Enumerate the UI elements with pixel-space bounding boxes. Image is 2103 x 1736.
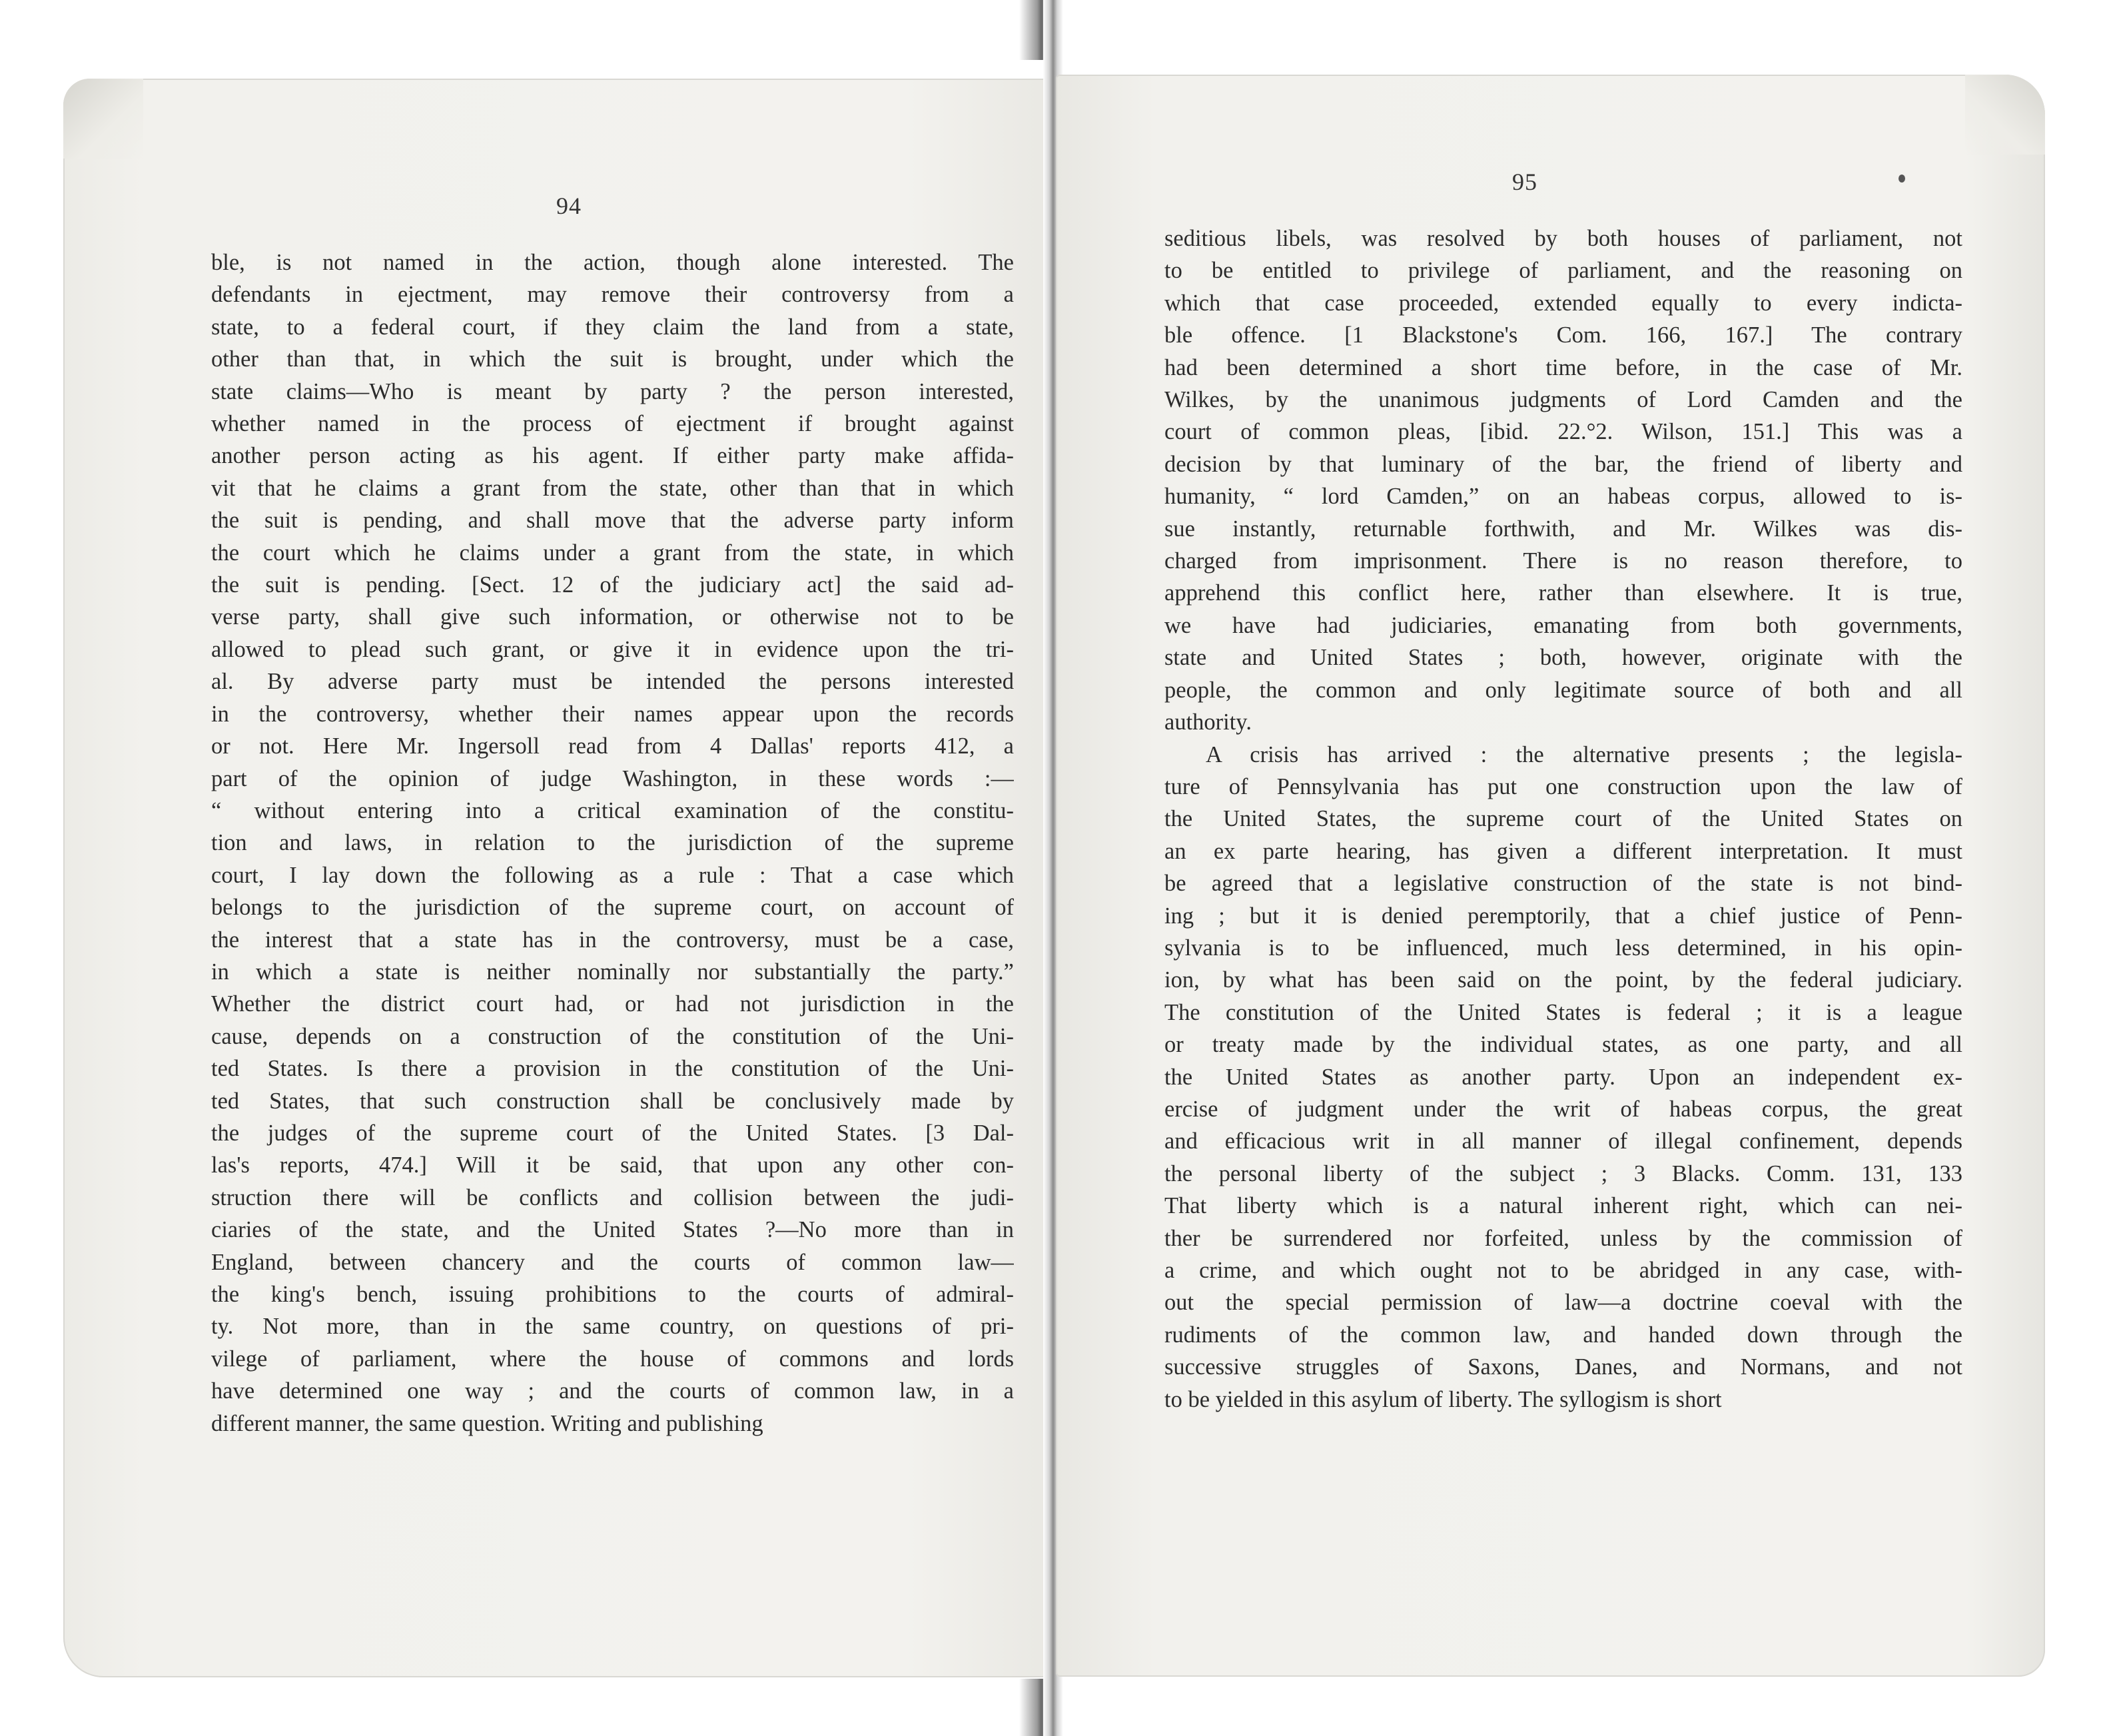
text-line: ture of Pennsylvania has put one construction upon the law of: [1164, 773, 1962, 799]
text-line: apprehend this conflict here, rather than elsewhere. It is true,: [1164, 580, 1962, 606]
text-line: allowed to plead such grant, or give it in evidence upon the tri-: [211, 636, 1014, 662]
text-line: England, between chancery and the courts of common law—: [211, 1249, 1014, 1275]
text-line: we have had judiciaries, emanating from both governments,: [1164, 612, 1962, 638]
text-line: the interest that a state has in the controversy, must be a case,: [211, 927, 1014, 953]
text-line: state claims—Who is meant by party ? the person interested,: [211, 378, 1014, 404]
text-line: verse party, shall give such information, or otherwise not to be: [211, 604, 1014, 630]
text-line: successive struggles of Saxons, Danes, and Normans, and not: [1164, 1354, 1962, 1380]
text-line: the king's bench, issuing prohibitions to the courts of admiral-: [211, 1282, 1014, 1307]
text-line: al. By adverse party must be intended the persons interested: [211, 669, 1014, 695]
text-line: the court which he claims under a grant from the state, in which: [211, 540, 1014, 566]
text-line: cause, depends on a construction of the constitution of the Uni-: [211, 1023, 1014, 1049]
text-line: sue instantly, returnable forthwith, and Mr. Wilkes was dis-: [1164, 516, 1962, 542]
page-body-text: [211, 246, 1014, 1440]
text-line: tion and laws, in relation to the jurisdiction of the supreme: [211, 830, 1014, 856]
text-line: to be entitled to privilege of parliament, and the reasoning on: [1164, 258, 1962, 284]
text-line: state and United States ; both, however, originate with the: [1164, 645, 1962, 671]
page-number: 95: [1512, 169, 1537, 195]
text-line: humanity, “ lord Camden,” on an habeas corpus, allowed to is-: [1164, 484, 1962, 510]
worn-corner: [63, 79, 143, 159]
text-line: court of common pleas, [ibid. 22.°2. Wilson, 151.] This was a: [1164, 419, 1962, 445]
text-line: ing ; but it is denied peremptorily, that a chief justice of Penn-: [1164, 903, 1962, 929]
text-line: an ex parte hearing, has given a different interpretation. It must: [1164, 838, 1962, 864]
text-line: A crisis has arrived : the alternative presents ; the legisla-: [1206, 741, 1962, 767]
text-line: defendants in ejectment, may remove their controversy from a: [211, 282, 1014, 308]
text-line: the personal liberty of the subject ; 3 Blacks. Comm. 131, 133: [1164, 1160, 1962, 1186]
left-page: [63, 79, 1052, 1677]
text-line: in which a state is neither nominally nor substantially the party.”: [211, 959, 1014, 985]
text-line: charged from imprisonment. There is no reason therefore, to: [1164, 548, 1962, 574]
right-page: [1056, 75, 2045, 1677]
text-line: or treaty made by the individual states, as one party, and all: [1164, 1032, 1962, 1058]
page-number: 94: [556, 193, 582, 219]
worn-corner: [1965, 75, 2045, 155]
text-line: ciaries of the state, and the United States ?—No more than in: [211, 1217, 1014, 1243]
text-line: ther be surrendered nor forfeited, unless by the commission of: [1164, 1225, 1962, 1251]
text-line: in the controversy, whether their names appear upon the records: [211, 701, 1014, 727]
text-line: part of the opinion of judge Washington, in these words :—: [211, 765, 1014, 791]
page-body-text: [1164, 222, 1962, 1416]
text-line: The constitution of the United States is federal ; it is a league: [1164, 999, 1962, 1025]
text-line: ty. Not more, than in the same country, on questions of pri-: [211, 1314, 1014, 1340]
text-line: vit that he claims a grant from the state, other than that in which: [211, 475, 1014, 501]
text-line: and efficacious writ in all manner of illegal confinement, depends: [1164, 1128, 1962, 1154]
text-line: different manner, the same question. Writing and publishing: [211, 1410, 763, 1436]
text-line: other than that, in which the suit is brought, under which the: [211, 346, 1014, 372]
text-line: ion, by what has been said on the point, by the federal judiciary.: [1164, 967, 1962, 993]
text-line: state, to a federal court, if they claim the land from a state,: [211, 314, 1014, 340]
text-line: Whether the district court had, or had not jurisdiction in the: [211, 991, 1014, 1017]
text-line: or not. Here Mr. Ingersoll read from 4 Dallas' reports 412, a: [211, 733, 1014, 759]
text-line: had been determined a short time before, in the case of Mr.: [1164, 354, 1962, 380]
text-line: belongs to the jurisdiction of the supreme court, on account of: [211, 895, 1014, 921]
text-line: the United States as another party. Upon an independent ex-: [1164, 1064, 1962, 1090]
text-line: seditious libels, was resolved by both houses of parliament, not: [1164, 226, 1962, 251]
text-line: ted States. Is there a provision in the constitution of the Uni-: [211, 1056, 1014, 1082]
text-line: ercise of judgment under the writ of habeas corpus, the great: [1164, 1096, 1962, 1122]
text-line: have determined one way ; and the courts of common law, in a: [211, 1378, 1014, 1404]
text-line: another person acting as his agent. If either party make affida-: [211, 443, 1014, 469]
text-line: to be yielded in this asylum of liberty. The syllogism is short: [1164, 1386, 1722, 1412]
text-line: the suit is pending, and shall move that the adverse party inform: [211, 508, 1014, 534]
text-line: struction there will be conflicts and collision between the judi-: [211, 1184, 1014, 1210]
text-line: las's reports, 474.] Will it be said, that upon any other con-: [211, 1152, 1014, 1178]
text-line: Wilkes, by the unanimous judgments of Lord Camden and the: [1164, 387, 1962, 413]
text-line: the judges of the supreme court of the United States. [3 Dal-: [211, 1120, 1014, 1146]
text-line: decision by that luminary of the bar, the friend of liberty and: [1164, 451, 1962, 477]
text-line: rudiments of the common law, and handed down through the: [1164, 1322, 1962, 1348]
text-line: the United States, the supreme court of the United States on: [1164, 806, 1962, 832]
text-line: out the special permission of law—a doctrine coeval with the: [1164, 1290, 1962, 1316]
text-line: people, the common and only legitimate source of both and all: [1164, 677, 1962, 703]
text-line: a crime, and which ought not to be abridged in any case, with-: [1164, 1258, 1962, 1283]
text-line: That liberty which is a natural inherent right, which can nei-: [1164, 1193, 1962, 1219]
ink-mark: [1898, 175, 1905, 183]
text-line: authority.: [1164, 709, 1252, 735]
text-line: ted States, that such construction shall be conclusively made by: [211, 1088, 1014, 1114]
text-line: “ without entering into a critical examination of the constitu-: [211, 797, 1014, 823]
text-line: the suit is pending. [Sect. 12 of the judiciary act] the said ad-: [211, 572, 1014, 598]
text-line: vilege of parliament, where the house of commons and lords: [211, 1346, 1014, 1372]
text-line: be agreed that a legislative construction of the state is not bind-: [1164, 871, 1962, 897]
text-line: sylvania is to be influenced, much less determined, in his opin-: [1164, 935, 1962, 961]
text-line: ble, is not named in the action, though alone interested. The: [211, 250, 1014, 275]
text-line: ble offence. [1 Blackstone's Com. 166, 167.] The contrary: [1164, 322, 1962, 348]
text-line: court, I lay down the following as a rule : That a case which: [211, 862, 1014, 888]
text-line: whether named in the process of ejectment if brought against: [211, 411, 1014, 437]
text-line: which that case proceeded, extended equally to every indicta-: [1164, 290, 1962, 316]
